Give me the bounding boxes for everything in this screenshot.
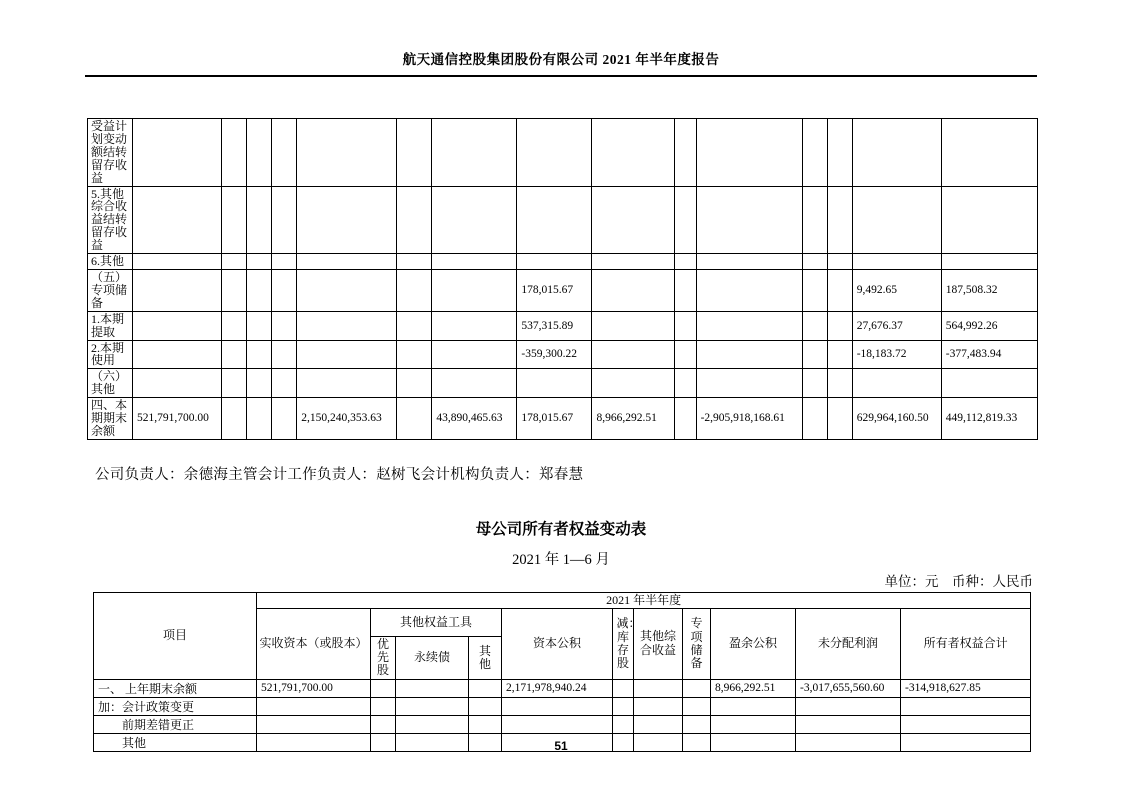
value-cell (247, 340, 272, 369)
value-cell (674, 369, 696, 398)
row-label: 受益计划变动额结转留存收益 (88, 119, 133, 187)
value-cell (802, 254, 827, 270)
value-cell (613, 697, 634, 715)
value-cell (592, 340, 674, 369)
value-cell: -359,300.22 (517, 340, 592, 369)
value-cell: -314,918,627.85 (901, 679, 1031, 697)
value-cell (133, 186, 222, 254)
value-cell (941, 254, 1037, 270)
value-cell (674, 311, 696, 340)
value-cell (592, 311, 674, 340)
value-cell (852, 186, 941, 254)
value-cell (222, 269, 247, 311)
value-cell (397, 119, 432, 187)
value-cell (592, 186, 674, 254)
col-header-perpetual-bonds: 永续债 (396, 636, 469, 679)
value-cell (802, 311, 827, 340)
table-row (94, 715, 1031, 733)
page-header-title: 航天通信控股集团股份有限公司 2021 年半年度报告 (402, 52, 720, 67)
row-label: 5.其他综合收益结转留存收益 (88, 186, 133, 254)
value-cell (711, 697, 796, 715)
value-cell (371, 697, 396, 715)
value-cell (272, 398, 297, 440)
value-cell (634, 715, 683, 733)
value-cell (696, 119, 802, 187)
value-cell (272, 311, 297, 340)
row-label: 前期差错更正 (94, 715, 257, 733)
value-cell (827, 340, 852, 369)
value-cell (297, 369, 397, 398)
value-cell: 521,791,700.00 (133, 398, 222, 440)
col-header-special-reserve (683, 608, 711, 679)
value-cell (371, 679, 396, 697)
value-cell (683, 715, 711, 733)
vertical-label: 其他 (478, 643, 491, 671)
value-cell (827, 186, 852, 254)
value-cell (222, 398, 247, 440)
value-cell (247, 254, 272, 270)
value-cell (432, 269, 517, 311)
unit-currency-note: 单位：元 币种：人民币 (884, 573, 1033, 589)
col-header-preferred-shares (371, 636, 396, 679)
value-cell (397, 311, 432, 340)
value-cell: -3,017,655,560.60 (796, 679, 901, 697)
value-cell (272, 340, 297, 369)
value-cell (397, 254, 432, 270)
value-cell (711, 715, 796, 733)
value-cell (517, 254, 592, 270)
value-cell (683, 679, 711, 697)
value-cell (802, 119, 827, 187)
vertical-label: 专项储备 (690, 616, 703, 671)
table-row (88, 269, 1038, 311)
table-row (88, 398, 1038, 440)
value-cell (247, 311, 272, 340)
table-row (88, 254, 1038, 270)
value-cell (696, 269, 802, 311)
value-cell (247, 398, 272, 440)
value-cell (696, 311, 802, 340)
value-cell (432, 340, 517, 369)
value-cell (257, 715, 371, 733)
value-cell (133, 119, 222, 187)
value-cell (901, 697, 1031, 715)
value-cell (941, 369, 1037, 398)
value-cell (272, 369, 297, 398)
value-cell (133, 254, 222, 270)
value-cell (502, 697, 613, 715)
value-cell (802, 369, 827, 398)
value-cell: 8,966,292.51 (592, 398, 674, 440)
value-cell (683, 697, 711, 715)
value-cell (696, 340, 802, 369)
value-cell (297, 311, 397, 340)
value-cell (674, 254, 696, 270)
value-cell (397, 398, 432, 440)
value-cell (827, 369, 852, 398)
value-cell (222, 311, 247, 340)
value-cell (432, 119, 517, 187)
value-cell (397, 369, 432, 398)
value-cell (247, 119, 272, 187)
value-cell (469, 715, 502, 733)
value-cell (592, 254, 674, 270)
value-cell (133, 269, 222, 311)
statement-period: 2021 年 1—6 月 (512, 551, 610, 568)
value-cell (397, 340, 432, 369)
table-row (88, 311, 1038, 340)
header-divider (85, 75, 1037, 77)
value-cell (613, 679, 634, 697)
col-header-other-equity-instruments: 其他权益工具 (371, 608, 502, 636)
value-cell (247, 186, 272, 254)
value-cell (297, 340, 397, 369)
col-header-period: 2021 年半年度 (257, 592, 1031, 608)
row-label: 四、本期期末余额 (88, 398, 133, 440)
value-cell (272, 119, 297, 187)
value-cell: 537,315.89 (517, 311, 592, 340)
value-cell (674, 269, 696, 311)
row-label: 其他 (94, 733, 257, 751)
table-row (88, 186, 1038, 254)
parent-company-equity-table (93, 592, 1031, 752)
page-number: 51 (554, 739, 568, 753)
col-header-other (469, 636, 502, 679)
value-cell (247, 269, 272, 311)
value-cell (674, 119, 696, 187)
row-label: 6.其他 (88, 254, 133, 270)
value-cell (827, 119, 852, 187)
value-cell (592, 269, 674, 311)
value-cell (469, 697, 502, 715)
value-cell (133, 340, 222, 369)
value-cell (517, 369, 592, 398)
value-cell (397, 269, 432, 311)
row-label: 1.本期提取 (88, 311, 133, 340)
value-cell (432, 311, 517, 340)
value-cell (674, 340, 696, 369)
value-cell (802, 398, 827, 440)
value-cell (133, 311, 222, 340)
value-cell (517, 119, 592, 187)
vertical-label: 优先股 (376, 637, 389, 678)
value-cell: 43,890,465.63 (432, 398, 517, 440)
value-cell (297, 186, 397, 254)
value-cell (634, 679, 683, 697)
row-label: （五）专项储备 (88, 269, 133, 311)
value-cell (827, 398, 852, 440)
value-cell (941, 119, 1037, 187)
value-cell (371, 715, 396, 733)
value-cell (432, 186, 517, 254)
table-row (94, 697, 1031, 715)
value-cell (297, 269, 397, 311)
value-cell (827, 269, 852, 311)
value-cell (247, 369, 272, 398)
value-cell (222, 254, 247, 270)
col-header-item: 项目 (94, 592, 257, 679)
value-cell (674, 186, 696, 254)
value-cell (257, 697, 371, 715)
value-cell: 629,964,160.50 (852, 398, 941, 440)
value-cell (396, 697, 469, 715)
value-cell: 449,112,819.33 (941, 398, 1037, 440)
col-header-paid-in-capital: 实收资本（或股本） (257, 608, 371, 679)
row-label: 一、 上年期末余额 (94, 679, 257, 697)
value-cell (796, 697, 901, 715)
value-cell (852, 119, 941, 187)
value-cell (802, 340, 827, 369)
value-cell (272, 254, 297, 270)
value-cell (852, 254, 941, 270)
value-cell (222, 186, 247, 254)
row-label: （六）其他 (88, 369, 133, 398)
value-cell (852, 369, 941, 398)
value-cell: -18,183.72 (852, 340, 941, 369)
value-cell (133, 369, 222, 398)
col-header-surplus-reserve: 盈余公积 (711, 608, 796, 679)
value-cell: 178,015.67 (517, 398, 592, 440)
value-cell: 187,508.32 (941, 269, 1037, 311)
table-row (88, 340, 1038, 369)
col-header-less-treasury-stock (613, 608, 641, 679)
value-cell: 27,676.37 (852, 311, 941, 340)
header-row-period (94, 592, 1031, 608)
value-cell (901, 715, 1031, 733)
col-header-other-comprehensive-income: 其他综合收益 (634, 608, 683, 679)
value-cell (696, 369, 802, 398)
value-cell (432, 369, 517, 398)
value-cell (397, 186, 432, 254)
value-cell (827, 254, 852, 270)
value-cell: 2,171,978,940.24 (502, 679, 613, 697)
value-cell (272, 186, 297, 254)
value-cell (696, 254, 802, 270)
value-cell (297, 119, 397, 187)
value-cell: 564,992.26 (941, 311, 1037, 340)
value-cell (802, 186, 827, 254)
value-cell (827, 311, 852, 340)
value-cell (696, 186, 802, 254)
value-cell: 2,150,240,353.63 (297, 398, 397, 440)
value-cell (396, 715, 469, 733)
value-cell (674, 398, 696, 440)
value-cell (517, 186, 592, 254)
col-header-total-equity: 所有者权益合计 (901, 608, 1031, 679)
row-label: 2.本期使用 (88, 340, 133, 369)
value-cell: 178,015.67 (517, 269, 592, 311)
col-header-capital-reserve: 资本公积 (502, 608, 613, 679)
value-cell (796, 715, 901, 733)
value-cell (469, 679, 502, 697)
value-cell (613, 715, 634, 733)
value-cell (592, 119, 674, 187)
value-cell (634, 697, 683, 715)
value-cell (222, 340, 247, 369)
value-cell (592, 369, 674, 398)
value-cell (802, 269, 827, 311)
value-cell (297, 254, 397, 270)
value-cell (272, 269, 297, 311)
value-cell: 9,492.65 (852, 269, 941, 311)
table-row (88, 119, 1038, 187)
value-cell: 8,966,292.51 (711, 679, 796, 697)
consolidated-equity-table-continued (87, 118, 1038, 440)
table-row (88, 369, 1038, 398)
row-label: 加：会计政策变更 (94, 697, 257, 715)
value-cell (222, 369, 247, 398)
table-row (94, 679, 1031, 697)
col-header-undistributed-profit: 未分配利润 (796, 608, 901, 679)
statement-title: 母公司所有者权益变动表 (475, 520, 647, 538)
signatories-line: 公司负责人：余德海主管会计工作负责人：赵树飞会计机构负责人：郑春慧 (95, 466, 584, 483)
vertical-label: 减：库存股 (616, 616, 641, 671)
value-cell: -377,483.94 (941, 340, 1037, 369)
value-cell (502, 715, 613, 733)
value-cell (941, 186, 1037, 254)
value-cell (432, 254, 517, 270)
value-cell (222, 119, 247, 187)
value-cell (396, 679, 469, 697)
value-cell: -2,905,918,168.61 (696, 398, 802, 440)
value-cell: 521,791,700.00 (257, 679, 371, 697)
